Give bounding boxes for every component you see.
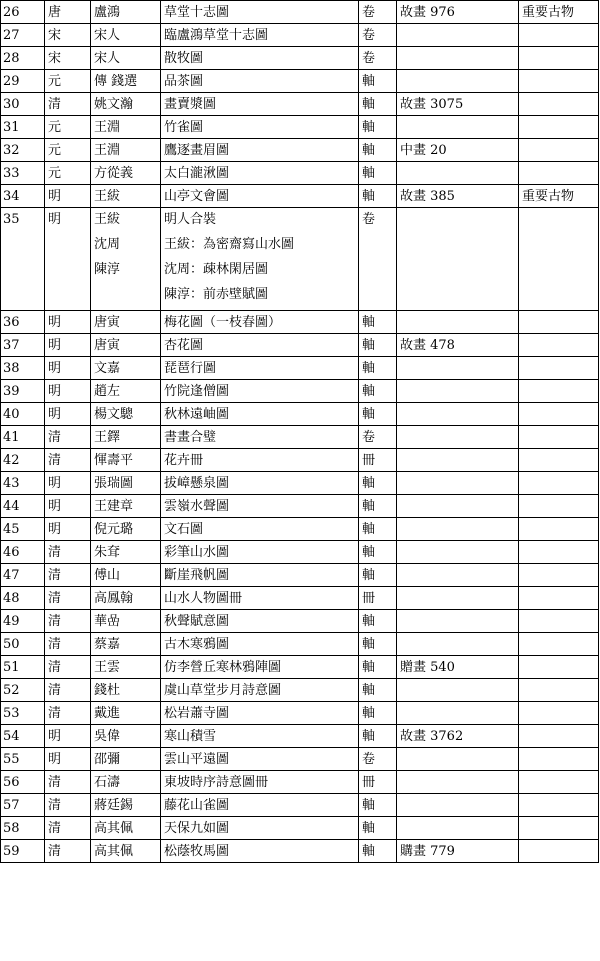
format-cell: 軸 [359,185,397,208]
artist-cell: 蔣廷錫 [91,794,161,817]
dynasty-cell: 明 [45,518,91,541]
note-cell [519,633,599,656]
format-cell: 軸 [359,518,397,541]
format-cell: 軸 [359,840,397,863]
dynasty-cell: 元 [45,116,91,139]
title-cell: 太白瀧湫圖 [161,162,359,185]
title-cell: 臨盧鴻草堂十志圖 [161,24,359,47]
item-number: 32 [1,139,45,162]
dynasty-cell: 清 [45,840,91,863]
table-row [1,426,599,449]
title-cell: 山亭文會圖 [161,185,359,208]
note-cell [519,840,599,863]
note-cell [519,93,599,116]
reference-cell: 贈畫 540 [397,656,519,679]
note-cell [519,449,599,472]
reference-cell: 故畫 385 [397,185,519,208]
dynasty-cell: 清 [45,679,91,702]
format-cell: 軸 [359,162,397,185]
artist-cell: 華嵒 [91,610,161,633]
format-cell: 卷 [359,748,397,771]
note-cell [519,426,599,449]
note-cell [519,610,599,633]
item-number: 53 [1,702,45,725]
title-cell: 花卉冊 [161,449,359,472]
artist-cell-line: 王紱 [94,212,121,227]
artist-cell: 高其佩 [91,817,161,840]
title-cell: 拔嶂懸泉圖 [161,472,359,495]
format-cell: 軸 [359,633,397,656]
artist-cell: 王淵 [91,116,161,139]
artist-cell: 盧鴻 [91,1,161,24]
reference-cell [397,702,519,725]
reference-cell: 中畫 20 [397,139,519,162]
item-number: 26 [1,1,45,24]
table-row [1,208,599,311]
table-row [1,495,599,518]
format-cell: 軸 [359,817,397,840]
item-number: 27 [1,24,45,47]
title-cell: 文石圖 [161,518,359,541]
format-cell: 軸 [359,334,397,357]
artist-cell: 方從義 [91,162,161,185]
dynasty-cell: 清 [45,817,91,840]
table-row [1,840,599,863]
table-row [1,656,599,679]
table-row [1,162,599,185]
table-row [1,564,599,587]
table-row [1,357,599,380]
format-cell: 軸 [359,116,397,139]
artist-cell: 傅山 [91,564,161,587]
title-cell: 松蔭牧馬圖 [161,840,359,863]
note-cell [519,564,599,587]
note-cell [519,541,599,564]
note-cell [519,679,599,702]
dynasty-cell: 元 [45,70,91,93]
item-number: 44 [1,495,45,518]
reference-cell [397,610,519,633]
table-row [1,472,599,495]
item-number: 36 [1,311,45,334]
item-number: 38 [1,357,45,380]
title-cell-line: 明人合裝 [164,212,217,227]
item-number: 59 [1,840,45,863]
table-row [1,794,599,817]
table-row [1,817,599,840]
format-cell: 軸 [359,311,397,334]
format-cell: 卷 [359,47,397,70]
reference-cell [397,587,519,610]
table-row [1,70,599,93]
note-cell [519,403,599,426]
dynasty-cell: 明 [45,311,91,334]
item-number: 45 [1,518,45,541]
note-cell [519,116,599,139]
artist-cell: 王紱 [91,185,161,208]
reference-cell [397,633,519,656]
title-cell: 藤花山雀圖 [161,794,359,817]
artist-cell-line: 沈周 [94,237,121,252]
table-row [1,518,599,541]
note-cell: 重要古物 [519,1,599,24]
reference-cell [397,541,519,564]
reference-cell [397,794,519,817]
title-cell: 書畫合璧 [161,426,359,449]
format-cell: 軸 [359,70,397,93]
dynasty-cell: 清 [45,541,91,564]
artist-cell: 錢杜 [91,679,161,702]
table-row [1,748,599,771]
dynasty-cell: 清 [45,610,91,633]
item-number: 31 [1,116,45,139]
reference-cell [397,449,519,472]
dynasty-cell: 明 [45,748,91,771]
title-cell: 梅花圖（一枝春圖） [161,311,359,334]
table-row [1,633,599,656]
reference-cell: 購畫 779 [397,840,519,863]
note-cell [519,472,599,495]
format-cell: 軸 [359,610,397,633]
note-cell [519,70,599,93]
format-cell: 卷 [359,1,397,24]
title-cell: 竹雀圖 [161,116,359,139]
dynasty-cell: 元 [45,162,91,185]
artist-cell: 趙左 [91,380,161,403]
reference-cell [397,70,519,93]
artist-cell: 戴進 [91,702,161,725]
item-number: 33 [1,162,45,185]
artist-cell: 高其佩 [91,840,161,863]
dynasty-cell: 宋 [45,24,91,47]
item-number: 46 [1,541,45,564]
reference-cell [397,679,519,702]
note-cell [519,656,599,679]
note-cell [519,47,599,70]
title-cell-line: 陳淳：前赤壁賦圖 [164,287,269,302]
table-row [1,771,599,794]
item-number: 47 [1,564,45,587]
format-cell: 軸 [359,656,397,679]
artist-cell: 朱耷 [91,541,161,564]
title-cell: 散牧圖 [161,47,359,70]
table-body [1,1,599,863]
artist-cell: 王鐸 [91,426,161,449]
note-cell [519,725,599,748]
artist-cell: 張瑞圖 [91,472,161,495]
item-number: 51 [1,656,45,679]
reference-cell [397,311,519,334]
reference-cell [397,403,519,426]
format-cell: 卷 [359,426,397,449]
title-cell: 彩筆山水圖 [161,541,359,564]
item-number: 41 [1,426,45,449]
format-cell: 軸 [359,702,397,725]
table-row [1,679,599,702]
reference-cell: 故畫 976 [397,1,519,24]
note-cell [519,817,599,840]
note-cell [519,518,599,541]
item-number: 29 [1,70,45,93]
title-cell: 鷹逐畫眉圖 [161,139,359,162]
title-cell: 雲嶺水聲圖 [161,495,359,518]
item-number: 30 [1,93,45,116]
reference-cell [397,495,519,518]
reference-cell [397,208,519,311]
note-cell [519,357,599,380]
table-row [1,116,599,139]
artist-cell: 王雲 [91,656,161,679]
title-cell: 古木寒鴉圖 [161,633,359,656]
item-number: 55 [1,748,45,771]
artist-cell: 唐寅 [91,334,161,357]
dynasty-cell: 唐 [45,1,91,24]
reference-cell [397,380,519,403]
format-cell: 軸 [359,495,397,518]
item-number: 34 [1,185,45,208]
item-number: 42 [1,449,45,472]
title-cell-line: 沈周：疎林閑居圖 [164,262,269,277]
title-cell: 松岩蕭寺圖 [161,702,359,725]
artist-cell [91,208,161,311]
reference-cell [397,426,519,449]
format-cell: 軸 [359,357,397,380]
note-cell [519,208,599,311]
title-cell: 草堂十志圖 [161,1,359,24]
dynasty-cell: 清 [45,794,91,817]
title-cell: 雲山平遠圖 [161,748,359,771]
reference-cell [397,162,519,185]
format-cell: 軸 [359,93,397,116]
dynasty-cell: 清 [45,564,91,587]
title-cell [161,208,359,311]
reference-cell [397,817,519,840]
item-number: 58 [1,817,45,840]
table-row [1,24,599,47]
title-cell: 斷崖飛帆圖 [161,564,359,587]
note-cell [519,380,599,403]
item-number: 35 [1,208,45,311]
dynasty-cell: 清 [45,449,91,472]
reference-cell [397,518,519,541]
dynasty-cell: 明 [45,185,91,208]
dynasty-cell: 明 [45,380,91,403]
artist-cell: 吳偉 [91,725,161,748]
artist-cell: 高鳳翰 [91,587,161,610]
dynasty-cell: 清 [45,656,91,679]
artist-cell: 蔡嘉 [91,633,161,656]
table-row [1,610,599,633]
format-cell: 冊 [359,771,397,794]
format-cell: 軸 [359,679,397,702]
table-row [1,334,599,357]
note-cell [519,334,599,357]
dynasty-cell: 清 [45,633,91,656]
title-cell: 畫賣漿圖 [161,93,359,116]
note-cell [519,702,599,725]
title-cell: 虞山草堂步月詩意圖 [161,679,359,702]
dynasty-cell: 明 [45,403,91,426]
table-row [1,449,599,472]
note-cell [519,748,599,771]
table-row [1,725,599,748]
table-row [1,403,599,426]
reference-cell: 故畫 478 [397,334,519,357]
note-cell [519,24,599,47]
format-cell: 卷 [359,208,397,311]
note-cell [519,139,599,162]
reference-cell: 故畫 3762 [397,725,519,748]
item-number: 49 [1,610,45,633]
dynasty-cell: 明 [45,472,91,495]
reference-cell: 故畫 3075 [397,93,519,116]
title-cell: 竹院逢僧圖 [161,380,359,403]
format-cell: 軸 [359,794,397,817]
title-cell: 仿李營丘寒林鴉陣圖 [161,656,359,679]
table-row [1,1,599,24]
format-cell: 軸 [359,725,397,748]
table-row [1,93,599,116]
dynasty-cell: 宋 [45,47,91,70]
dynasty-cell: 明 [45,334,91,357]
artist-cell: 王建章 [91,495,161,518]
note-cell: 重要古物 [519,185,599,208]
dynasty-cell: 明 [45,208,91,311]
title-cell: 秋聲賦意圖 [161,610,359,633]
item-number: 39 [1,380,45,403]
reference-cell [397,24,519,47]
title-cell: 琵琶行圖 [161,357,359,380]
dynasty-cell: 元 [45,139,91,162]
title-cell: 品茶圖 [161,70,359,93]
note-cell [519,771,599,794]
artist-cell: 石濤 [91,771,161,794]
table-row [1,380,599,403]
reference-cell [397,564,519,587]
note-cell [519,794,599,817]
artist-cell: 姚文瀚 [91,93,161,116]
reference-cell [397,357,519,380]
artist-cell: 楊文驄 [91,403,161,426]
title-cell: 天保九如圖 [161,817,359,840]
dynasty-cell: 清 [45,587,91,610]
note-cell [519,495,599,518]
item-number: 52 [1,679,45,702]
item-number: 54 [1,725,45,748]
dynasty-cell: 明 [45,725,91,748]
artist-cell: 王淵 [91,139,161,162]
reference-cell [397,116,519,139]
item-number: 50 [1,633,45,656]
item-number: 48 [1,587,45,610]
table-row [1,185,599,208]
artist-cell: 惲壽平 [91,449,161,472]
artist-cell: 宋人 [91,24,161,47]
artist-cell: 倪元璐 [91,518,161,541]
table-row [1,139,599,162]
title-cell: 寒山積雪 [161,725,359,748]
reference-cell [397,771,519,794]
format-cell: 卷 [359,24,397,47]
item-number: 37 [1,334,45,357]
artist-cell: 傳 錢選 [91,70,161,93]
artist-cell: 邵彌 [91,748,161,771]
title-cell: 杏花圖 [161,334,359,357]
reference-cell [397,47,519,70]
note-cell [519,311,599,334]
table-row [1,541,599,564]
format-cell: 軸 [359,564,397,587]
dynasty-cell: 清 [45,426,91,449]
format-cell: 冊 [359,587,397,610]
format-cell: 軸 [359,380,397,403]
format-cell: 軸 [359,472,397,495]
item-number: 56 [1,771,45,794]
artist-cell: 宋人 [91,47,161,70]
title-cell: 秋林遠岫圖 [161,403,359,426]
artist-cell: 唐寅 [91,311,161,334]
note-cell [519,162,599,185]
table-row [1,311,599,334]
format-cell: 軸 [359,403,397,426]
artist-cell-line: 陳淳 [94,262,121,277]
artist-cell: 文嘉 [91,357,161,380]
table-row [1,47,599,70]
dynasty-cell: 清 [45,771,91,794]
title-cell: 山水人物圖冊 [161,587,359,610]
table-row [1,702,599,725]
note-cell [519,587,599,610]
dynasty-cell: 清 [45,93,91,116]
dynasty-cell: 明 [45,357,91,380]
dynasty-cell: 明 [45,495,91,518]
format-cell: 軸 [359,541,397,564]
reference-cell [397,472,519,495]
item-number: 40 [1,403,45,426]
title-cell: 東坡時序詩意圖冊 [161,771,359,794]
item-number: 43 [1,472,45,495]
reference-cell [397,748,519,771]
dynasty-cell: 清 [45,702,91,725]
title-cell-line: 王紱：為密齋寫山水圖 [164,237,295,252]
table-row [1,587,599,610]
format-cell: 軸 [359,139,397,162]
item-number: 28 [1,47,45,70]
item-number: 57 [1,794,45,817]
format-cell: 冊 [359,449,397,472]
